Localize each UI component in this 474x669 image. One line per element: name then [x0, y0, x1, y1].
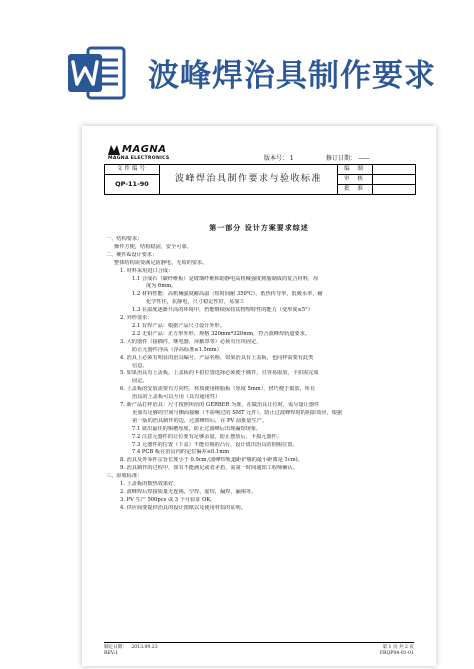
word-icon: [66, 42, 128, 104]
body-line: 信息。: [132, 362, 148, 369]
body-line: 1. 材料采用进口合成：: [120, 267, 174, 274]
document-title: 波峰焊治具制作要求与验收标准: [160, 165, 338, 195]
logo-main-text: MAGNA: [122, 144, 167, 155]
body-line: 操作方便，结构稳固，安全可靠。: [114, 243, 192, 250]
revision-date: 修订日期： ------: [326, 155, 371, 162]
body-line: 1.1 合成石（碳纤维板）是玻璃纤维和防静电高机械强度树脂制成的复合材料，厚: [132, 275, 319, 282]
body-line: 7.1 铣出最佳的锡槽厚度，防止过波峰后出现漏焊现象。: [132, 425, 262, 432]
body-line: 三、验收标准：: [106, 473, 143, 480]
body-line: 8. 治具及外零件宗旨长度小于 0.9cm,(波峰焊轨道距护墙的最小距离是 1cm)。: [120, 457, 303, 464]
body-line: 更加有足够的空间与侧面接触（不影响过的 SMT 元件），防止过波峰焊时的阴影效应，根据: [132, 409, 343, 416]
body-line: 第一版的治具制作的边，过波峰焊后，在 PV 前批量生产。: [132, 417, 268, 424]
body-line: 7.2 注意元器件的让位要有足够余量，防止摆放后，卡损元器件。: [132, 433, 282, 440]
document-body: [106, 236, 406, 513]
body-line: 固定。: [132, 378, 148, 385]
body-line: 一、结构要求：: [106, 236, 143, 242]
document-meta-table: [104, 164, 416, 195]
body-line: 1. 上盖板的数热效果好。: [120, 481, 179, 488]
body-line: 1.2 材料性能：高机械强度耐高温（短时间耐 350℃），低热传导率，低吸水率，耐: [132, 291, 323, 298]
document-footer: [104, 642, 414, 656]
signature-prepared: [373, 165, 416, 175]
role-prepared: 编 制: [338, 165, 373, 175]
logo-sub-text: MAGNA ELECTRONICS: [108, 156, 170, 161]
banner-title: 波峰焊治具制作要求: [148, 58, 436, 94]
header-top-row: [104, 142, 416, 165]
footer-right: 第 1 页 共 2 页 FRQP04-01-01: [379, 645, 414, 656]
document-header: [104, 142, 416, 214]
body-line: 6. 上盖板的安放需要有方向性，材质使用树脂板（厚度 5mm），轻巧便于取放，所有: [120, 386, 316, 393]
body-line: 1.3 在温度逐渐升高的环境中，仍能继续保持其物理特性的能力（变形度≤5°）: [132, 307, 313, 314]
body-line: 2. 外形要求：: [120, 315, 153, 322]
body-line: 化学性佳，抗静电，尺寸稳定性好，易加工: [146, 299, 245, 306]
body-line: 3. PV 生产 500pcs 或 3 个月验证 OK。: [120, 496, 216, 503]
body-line: 7.3 元器件的位置（下盖）不能有锡的凸台，设计铣出治具的倒锡位置。: [132, 441, 298, 448]
body-line: 2. 波峰焊后焊接质量无连锡，空焊，虚焊，漏焊，漏锡等。: [120, 489, 257, 495]
magna-logo-icon: [108, 145, 120, 155]
body-line: 9. 治具制作的过程中，如有不能满足或者矛盾，需第一时间通知工程师确认。: [120, 465, 298, 472]
company-logo: [108, 144, 198, 164]
document-page: [82, 126, 436, 666]
body-line: 3. 大的器件（接插件，继电器，屏蔽罩等）必须有压块固定，: [120, 338, 262, 345]
body-line: 度为 6mm。: [146, 283, 177, 290]
body-line: 防止元器件浮高（浮高标准≤1.5mm）: [132, 346, 222, 353]
banner: [0, 0, 474, 118]
role-reviewed: 审 核: [338, 175, 373, 185]
body-line: 整体结构需要满足防静电、无铅的要求。: [114, 259, 208, 266]
signature-approved: [373, 185, 416, 195]
body-line: 2.2 无铅产品：正方形外形，规格 320mm*320mm，符合波峰焊轨道要求。: [132, 330, 311, 337]
signature-reviewed: [373, 175, 416, 185]
document-number: QP-11-90: [105, 175, 160, 195]
body-line: 7. 新产品打样治具：尺寸按照所给的 GERBER 为准，在做治具让位时，需尽量让器件: [120, 402, 320, 409]
body-line: 7.4 PCB 板在治具内的定位偏差≤0.1mm: [132, 449, 230, 456]
body-line: 5. 如果治具有上盖板，上盖板的卡扣位置选择必须便于插件，且容易取放，卡扣需完成: [120, 370, 319, 377]
document-number-label: 文件编号: [105, 165, 160, 175]
version-number: 版本号： 1: [264, 155, 294, 162]
body-line: 4. 治具上必须有明显的治具编号，产品名称，如果治具有上盖板，也同样需要有此类: [120, 354, 314, 361]
body-line: 二、硬件&设计要求：: [106, 251, 158, 258]
body-line: 4. 供应商要提供治具的设计图纸以及使用材质的证明。: [120, 504, 246, 511]
footer-left: 制定日期： 2013.09.23 REV:1: [104, 645, 158, 656]
body-line: 2.1 有焊产品：根据产品尺寸设计外形。: [132, 322, 225, 329]
role-approved: 批 准: [338, 185, 373, 195]
section-title: 第一部分 设计方案要求综述: [209, 223, 309, 232]
body-line: 治具的上盖板可以互用（具有通用性）: [132, 394, 221, 401]
